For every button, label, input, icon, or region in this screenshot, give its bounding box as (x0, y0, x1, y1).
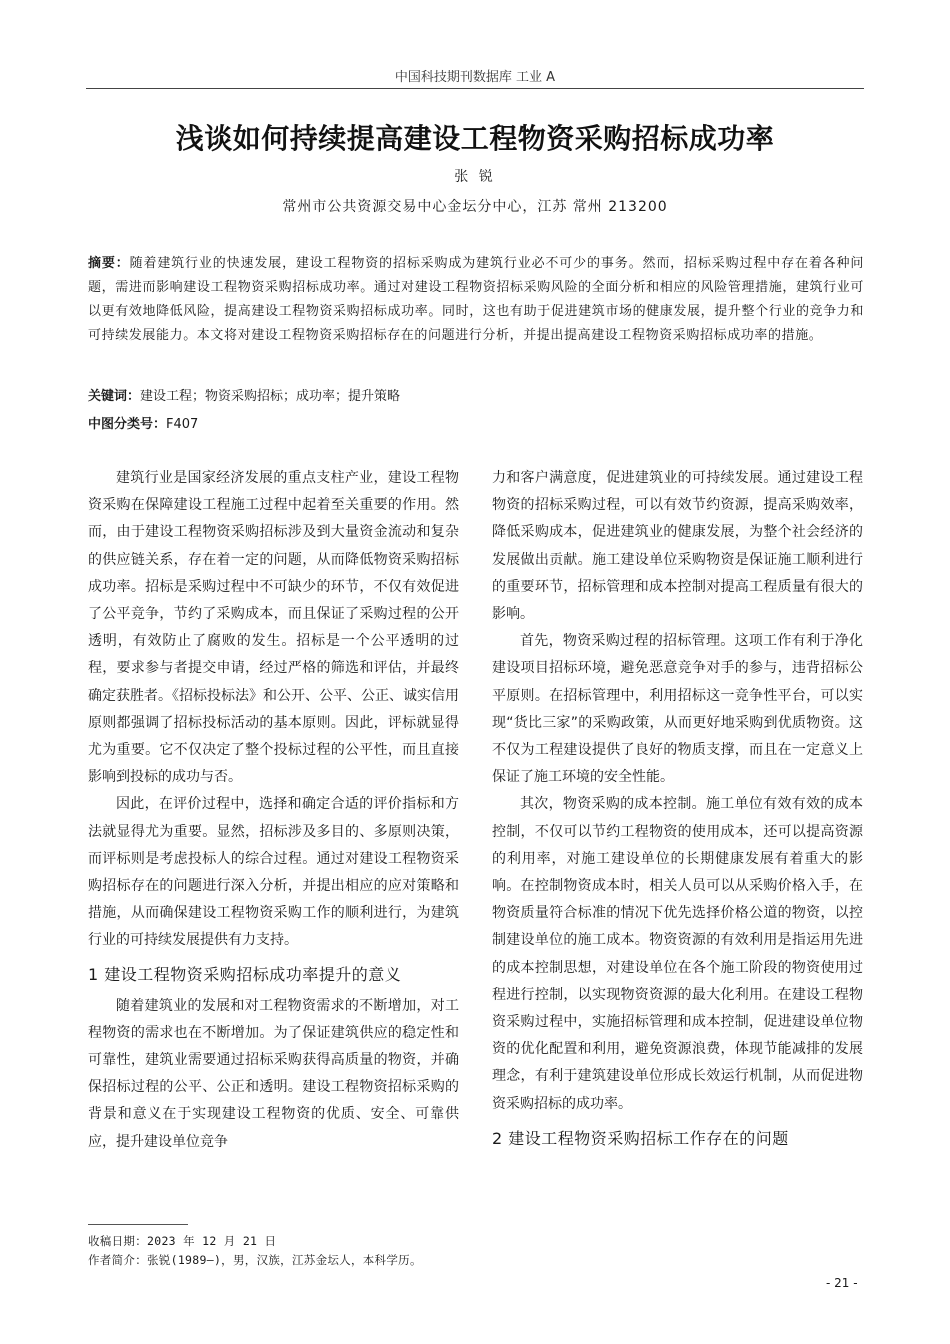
paragraph: 其次，物资采购的成本控制。施工单位有效有效的成本控制，不仅可以节约工程物资的使用成本，还可以提高资源的利用率，对施工建设单位的长期健康发展有着重大的影响。在控制物资成本时，相关人员可以从采购价格入手，在物资质量符合标准的情况下优先选择价格公道的物资，以控制建设单位的施工成本。物资资源的有效利用是指运用先进的成本控制思想，对建设单位在各个施工阶段的物资使用过程进行控制，以实现物资资源的最大化利用。在建设工程物资采购过程中，实施招标管理和成本控制，促进建设单位物资的优化配置和利用，避免资源浪费，体现节能减排的发展理念，有利于建筑建设单位形成长效运行机制，从而促进物资采购招标的成功率。 (492, 796, 863, 1112)
body-column-right (492, 465, 863, 1157)
footnote-author-bio: 作者简介：张锐(1989—)，男，汉族，江苏金坛人，本科学历。 (88, 1253, 422, 1267)
classification-text: F407 (166, 417, 199, 432)
author-affiliation: 常州市公共资源交易中心金坛分中心，江苏 常州 213200 (282, 199, 668, 215)
footnote-divider (88, 1224, 188, 1225)
classification (88, 414, 864, 436)
abstract-text: 随着建筑行业的快速发展，建设工程物资的招标采购成为建筑行业必不可少的事务。然而，招标采购过程中存在着各种问题，需进而影响建设工程物资采购招标成功率。通过对建设工程物资招标采购风险的全面分析和相应的风险管理措施，建筑行业可以更有效地降低风险，提高建设工程物资采购招标成功率。同时，这也有助于促进建筑市场的健康发展，提升整个行业的竞争力和可持续发展能力。本文将对建设工程物资采购招标存在的问题进行分析，并提出提高建设工程物资采购招标成功率的措施。 (88, 256, 864, 343)
abstract (88, 252, 864, 348)
keywords-label: 关键词： (88, 389, 141, 404)
paragraph: 建筑行业是国家经济发展的重点支柱产业，建设工程物资采购在保障建设工程施工过程中起着至关重要的作用。然而，由于建设工程物资采购招标涉及到大量资金流动和复杂的供应链关系，存在着一定的问题，从而降低物资采购招标成功率。招标是采购过程中不可缺少的环节，不仅有效促进了公平竞争，节约了采购成本，而且保证了采购过程的公开透明，有效防止了腐败的发生。招标是一个公平透明的过程，要求参与者提交申请，经过严格的筛选和评估，并最终确定获胜者。《招标投标法》和公开、公平、公正、诚实信用原则都强调了招标投标活动的基本原则。因此，评标就显得尤为重要。它不仅决定了整个投标过程的公平性，而且直接影响到投标的成功与否。 (88, 470, 459, 786)
keywords-text: 建设工程；物资采购招标；成功率；提升策略 (140, 389, 401, 404)
journal-header: 中国科技期刊数据库 工业 A (394, 70, 556, 85)
paragraph: 力和客户满意度，促进建筑业的可持续发展。通过建设工程物资的招标采购过程，可以有效节约资源，提高采购效率，降低采购成本，促进建筑业的健康发展，为整个社会经济的发展做出贡献。施工建设单位采购物资是保证施工顺利进行的重要环节，招标管理和成本控制对提高工程质量有很大的影响。 (492, 470, 863, 623)
section-heading-1: 1 建设工程物资采购招标成功率提升的意义 (88, 964, 402, 984)
paragraph: 随着建筑业的发展和对工程物资需求的不断增加，对工程物资的需求也在不断增加。为了保证建筑供应的稳定性和可靠性，建筑业需要通过招标采购获得高质量的物资，并确保招标过程的公平、公正和透明。建设工程物资招标采购的背景和意义在于实现建设工程物资的优质、安全、可靠供应，提升建设单位竞争 (88, 997, 459, 1150)
article-author: 张 锐 (454, 169, 496, 185)
classification-label: 中图分类号： (88, 417, 167, 432)
paragraph: 因此，在评价过程中，选择和确定合适的评价指标和方法就显得尤为重要。显然，招标涉及多目的、多原则决策，而评标则是考虑投标人的综合过程。通过对建设工程物资采购招标存在的问题进行深入分析，并提出相应的应对策略和措施，从而确保建设工程物资采购工作的顺利进行，为建筑行业的可持续发展提供有力支持。 (88, 796, 459, 949)
header-divider (86, 88, 864, 89)
article-title: 浅谈如何持续提高建设工程物资采购招标成功率 (175, 122, 775, 155)
page-number: - 21 - (826, 1276, 858, 1290)
section-heading-2: 2 建设工程物资采购招标工作存在的问题 (492, 1128, 789, 1148)
paragraph: 首先，物资采购过程的招标管理。这项工作有利于净化建设项目招标环境，避免恶意竞争对手的参与，违背招标公平原则。在招标管理中，利用招标这一竞争性平台，可以实现“货比三家”的采购政策，从而更好地采购到优质物资。这不仅为工程建设提供了良好的物质支撑，而且在一定意义上保证了施工环境的安全性能。 (492, 633, 863, 786)
abstract-label: 摘要： (88, 256, 130, 271)
keywords (88, 386, 864, 408)
body-column-left (88, 465, 459, 1156)
footnote-received: 收稿日期：2023 年 12 月 21 日 (88, 1234, 277, 1248)
